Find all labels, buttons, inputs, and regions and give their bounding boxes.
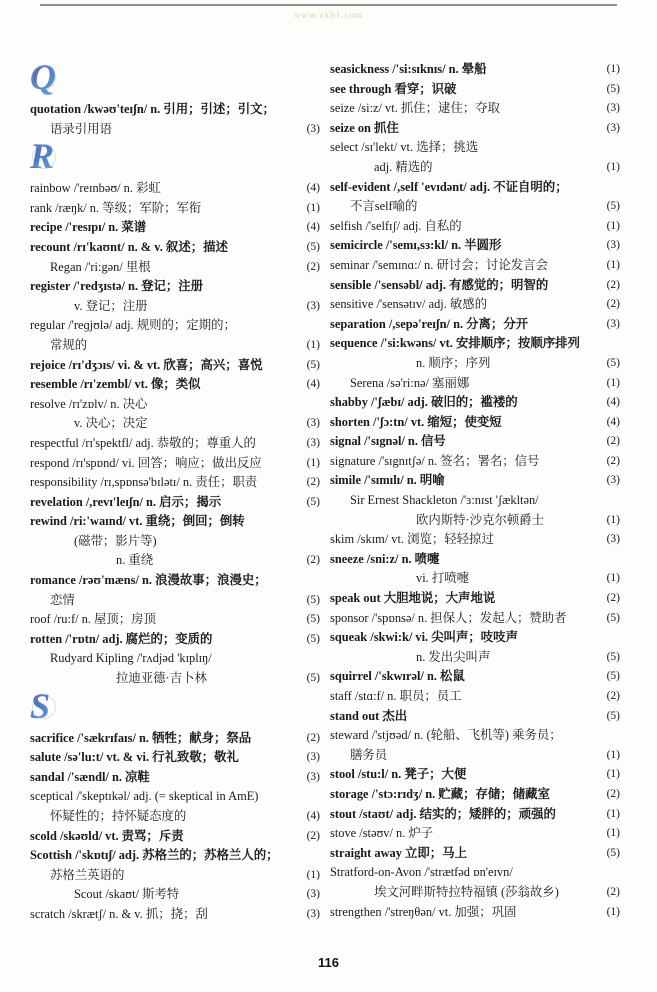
glossary-entry [30, 807, 320, 827]
glossary-entry [30, 258, 320, 278]
entry-unit-reference: (4) [306, 378, 320, 391]
entry-text: responsibility /rɪ,spɒnsə'bɪlətɪ/ n. 责任；职责 [30, 475, 258, 490]
entry-unit-reference: (3) [606, 121, 620, 134]
entry-text: see through 看穿；识破 [330, 81, 457, 96]
entry-unit-reference: (3) [606, 474, 620, 487]
entry-unit-reference: (1) [306, 338, 320, 351]
glossary-entry [330, 471, 620, 491]
entry-text: select /sɪ'lekt/ vt. 选择；挑选 [330, 140, 479, 155]
entry-text: seize on 抓住 [330, 120, 399, 135]
entry-text: respond /rɪ'spɒnd/ vi. 回答；响应；做出反应 [30, 455, 262, 470]
entry-text: Regan /'ri:gən/ 里根 [50, 259, 151, 274]
entry-text: 不言self喻的 [350, 199, 418, 214]
entry-unit-reference: (3) [306, 122, 320, 135]
glossary-entry [30, 768, 320, 788]
entry-text: rainbow /'reɪnbəʊ/ n. 彩虹 [30, 181, 161, 196]
glossary-entry [330, 99, 620, 119]
entry-text: seize /si:z/ vt. 抓住；逮住；夺取 [330, 101, 501, 116]
glossary-entry [330, 589, 620, 609]
glossary-entry [330, 158, 620, 178]
glossary-entry [330, 256, 620, 276]
glossary-entry [330, 80, 620, 100]
entry-text: semicircle /'semɪ,sɜ:kl/ n. 半圆形 [330, 238, 502, 253]
glossary-entry [330, 785, 620, 805]
entry-unit-reference: (5) [306, 240, 320, 253]
glossary-entry [330, 805, 620, 825]
glossary-entry [330, 295, 620, 315]
entry-text: simile /'sɪmɪlɪ/ n. 明喻 [330, 473, 445, 488]
entry-unit-reference: (2) [606, 278, 620, 291]
glossary-entry [30, 551, 320, 571]
letter-divider [30, 685, 320, 729]
entry-text: rotten /'rɒtn/ adj. 腐烂的；变质的 [30, 631, 213, 646]
entry-text: 埃文河畔斯特拉特福镇 (莎翁故乡) [374, 884, 559, 899]
entry-unit-reference: (1) [606, 160, 620, 173]
entry-unit-reference: (3) [306, 907, 320, 920]
entry-unit-reference: (2) [306, 260, 320, 273]
entry-text: revelation /,revɪ'leɪʃn/ n. 启示；揭示 [30, 494, 222, 509]
entry-text: v. 登记；注册 [74, 298, 148, 313]
glossary-entry [330, 628, 620, 648]
entry-text: stand out 杰出 [330, 708, 408, 723]
entry-text: 欧内斯特·沙克尔顿爵士 [416, 512, 545, 527]
glossary-entry [30, 395, 320, 415]
glossary-entry [30, 827, 320, 847]
glossary-entry [30, 218, 320, 238]
glossary-entry [330, 60, 620, 80]
glossary-entry [330, 883, 620, 903]
glossary-entry [30, 120, 320, 140]
entry-unit-reference: (1) [606, 376, 620, 389]
glossary-entry [30, 630, 320, 650]
glossary-entry [30, 297, 320, 317]
entry-unit-reference: (1) [606, 258, 620, 271]
entry-unit-reference: (5) [306, 672, 320, 685]
entry-text: stove /stəʊv/ n. 炉子 [330, 826, 434, 841]
glossary-entry [330, 609, 620, 629]
entry-text: straight away 立即；马上 [330, 845, 467, 860]
entry-text: rewind /ri:'waɪnd/ vt. 重绕；倒回；倒转 [30, 514, 245, 529]
entry-unit-reference: (3) [306, 436, 320, 449]
glossary-entry [330, 667, 620, 687]
glossary-entry [30, 610, 320, 630]
entry-text: n. 发出尖叫声 [416, 649, 491, 664]
entry-unit-reference: (4) [606, 415, 620, 428]
entry-unit-reference: (3) [306, 751, 320, 764]
glossary-entry [30, 885, 320, 905]
letter-glyph: Q [30, 57, 56, 97]
glossary-entry [30, 277, 320, 297]
letter-divider [30, 57, 320, 100]
entry-text: respectful /rɪ'spektfl/ adj. 恭敬的；尊重人的 [30, 435, 256, 450]
letter-divider [30, 136, 320, 179]
glossary-entry [30, 414, 320, 434]
glossary-entry [30, 199, 320, 219]
glossary-entry [30, 375, 320, 395]
glossary-entry [30, 846, 320, 866]
entry-text: 膳务员 [350, 747, 388, 762]
entry-text: selfish /'selfɪʃ/ adj. 自私的 [330, 218, 462, 233]
glossary-entry [330, 197, 620, 217]
entry-text: 语录引用语 [50, 121, 112, 136]
entry-text: Serena /sə'ri:nə/ 塞丽娜 [350, 375, 470, 390]
glossary-entry [330, 354, 620, 374]
glossary-entry [330, 413, 620, 433]
entry-text: self-evident /,self 'evɪdənt/ adj. 不证自明的； [330, 179, 568, 194]
entry-text: n. 顺序；序列 [416, 355, 491, 370]
entry-unit-reference: (3) [606, 239, 620, 252]
glossary-entry [330, 334, 620, 354]
entry-unit-reference: (2) [606, 435, 620, 448]
entry-unit-reference: (1) [606, 63, 620, 75]
entry-text: storage /'stɔ:rɪdʒ/ n. 贮藏；存储；储藏室 [330, 786, 550, 801]
entry-unit-reference: (3) [306, 888, 320, 901]
entry-unit-reference: (1) [306, 868, 320, 881]
glossary-entry [330, 138, 620, 158]
entry-text: shorten /'ʃɔ:tn/ vt. 缩短；使变短 [330, 414, 502, 429]
entry-text: roof /ru:f/ n. 屋顶；房顶 [30, 612, 156, 627]
entry-text: speak out 大胆地说；大声地说 [330, 591, 496, 606]
glossary-entry [30, 649, 320, 669]
entry-text: scold /skəʊld/ vt. 责骂；斥责 [30, 828, 184, 843]
entry-unit-reference: (3) [306, 770, 320, 783]
entry-text: 常规的 [50, 337, 88, 352]
glossary-entry [30, 473, 320, 493]
entry-text: steward /'stjʊəd/ n. (轮船、飞机等) 乘务员； [330, 728, 562, 743]
entry-text: stout /staʊt/ adj. 结实的；矮胖的；顽强的 [330, 806, 556, 821]
glossary-entry [330, 432, 620, 452]
glossary-entry [330, 863, 620, 883]
glossary-entry [30, 748, 320, 768]
entry-text: sequence /'si:kwəns/ vt. 安排顺序；按顺序排列 [330, 336, 580, 351]
glossary-entry [330, 746, 620, 766]
entry-unit-reference: (1) [606, 807, 620, 820]
entry-text: 苏格兰英语的 [50, 867, 125, 882]
entry-unit-reference: (1) [606, 768, 620, 781]
entry-unit-reference: (3) [606, 102, 620, 115]
entry-text: Scottish /'skɒtɪʃ/ adj. 苏格兰的；苏格兰人的； [30, 848, 279, 863]
glossary-entry [330, 648, 620, 668]
glossary-entry [30, 238, 320, 258]
entry-unit-reference: (2) [306, 829, 320, 842]
glossary-entry [30, 905, 320, 925]
entry-text: resolve /rɪ'zɒlv/ n. 决心 [30, 396, 148, 411]
entry-text: resemble /rɪ'zembl/ vt. 像；类似 [30, 377, 201, 392]
entry-unit-reference: (3) [606, 317, 620, 330]
entry-text: signal /'sɪgnəl/ n. 信号 [330, 434, 446, 449]
page-number: 116 [318, 955, 339, 970]
entry-text: recipe /'resɪpɪ/ n. 菜谱 [30, 220, 147, 235]
entry-text: scratch /skrætʃ/ n. & v. 抓；挠；刮 [30, 906, 208, 921]
entry-text: 恋情 [50, 592, 75, 607]
entry-unit-reference: (1) [606, 827, 620, 840]
entry-unit-reference: (2) [606, 454, 620, 467]
entry-unit-reference: (4) [306, 182, 320, 195]
entry-unit-reference: (4) [306, 221, 320, 234]
glossary-entry [330, 236, 620, 256]
glossary-entry [330, 707, 620, 727]
glossary-entry [30, 787, 320, 807]
entry-unit-reference: (2) [606, 298, 620, 311]
entry-text: 怀疑性的；持怀疑态度的 [50, 809, 187, 823]
entry-unit-reference: (2) [306, 476, 320, 489]
left-column [30, 57, 320, 950]
glossary-entry [330, 491, 620, 511]
glossary-entry [30, 493, 320, 513]
entry-text: signature /'sɪgnɪtʃə/ n. 签名；署名；信号 [330, 453, 540, 468]
glossary-entry [30, 336, 320, 356]
entry-text: seasickness /'si:sɪknɪs/ n. 晕船 [330, 62, 487, 76]
entry-unit-reference: (5) [306, 593, 320, 606]
entry-unit-reference: (2) [606, 787, 620, 800]
entry-unit-reference: (5) [606, 82, 620, 95]
glossary-entry [30, 591, 320, 611]
entry-text: Sir Ernest Shackleton /'ɜ:nɪst 'ʃækltən/ [350, 493, 539, 508]
entry-text: sneeze /sni:z/ n. 喷嚏 [330, 551, 440, 566]
entry-text: stool /stu:l/ n. 凳子；大便 [330, 767, 467, 782]
glossary-entry [330, 726, 620, 746]
entry-text: sponsor /'spɒnsə/ n. 担保人；发起人；赞助者 [330, 610, 567, 625]
entry-unit-reference: (4) [306, 810, 320, 822]
entry-text: staff /stɑ:f/ n. 职员；员工 [330, 689, 462, 703]
glossary-entry [330, 687, 620, 707]
glossary-entry [30, 729, 320, 749]
entry-unit-reference: (5) [606, 611, 620, 624]
entry-text: rejoice /rɪ'dʒɔɪs/ vi. & vt. 欣喜；高兴；喜悦 [30, 357, 263, 372]
glossary-entry [330, 903, 620, 923]
entry-unit-reference: (1) [606, 905, 620, 918]
entry-text: Rudyard Kipling /'rʌdjəd 'kɪplɪŋ/ [50, 651, 212, 666]
entry-text: squeak /skwi:k/ vi. 尖叫声；吱吱声 [330, 630, 518, 645]
glossary-entry [330, 119, 620, 139]
entry-text: rank /ræŋk/ n. 等级；军阶；军衔 [30, 200, 202, 215]
glossary-entry [30, 866, 320, 886]
entry-unit-reference: (5) [606, 650, 620, 663]
entry-text: adj. 精选的 [374, 159, 433, 174]
glossary-entry [30, 356, 320, 376]
glossary-entry [330, 844, 620, 864]
entry-text: skim /skɪm/ vt. 浏览；轻轻掠过 [330, 532, 494, 547]
entry-text: squirrel /'skwɪrəl/ n. 松鼠 [330, 669, 465, 684]
glossary-entry [30, 434, 320, 454]
glossary-entry [330, 276, 620, 296]
right-column [330, 60, 620, 950]
glossary-entry [330, 393, 620, 413]
entry-unit-reference: (5) [306, 358, 320, 371]
entry-text: Scout /skaʊt/ 斯考特 [74, 887, 180, 902]
entry-text: salute /sə'lu:t/ vt. & vi. 行礼致敬；敬礼 [30, 750, 239, 765]
entry-unit-reference: (5) [306, 632, 320, 645]
entry-unit-reference: (5) [606, 670, 620, 683]
glossary-entry [330, 374, 620, 394]
entry-text: sensible /'sensəbl/ adj. 有感觉的；明智的 [330, 277, 549, 292]
glossary-entry [330, 824, 620, 844]
entry-unit-reference: (1) [606, 748, 620, 761]
glossary-entry [30, 571, 320, 591]
entry-unit-reference: (3) [306, 299, 320, 312]
entry-unit-reference: (5) [606, 200, 620, 213]
entry-unit-reference: (2) [606, 690, 620, 702]
entry-unit-reference: (1) [606, 219, 620, 232]
glossary-entry [30, 454, 320, 474]
entry-text: quotation /kwəʊ'teɪʃn/ n. 引用；引述；引文； [30, 102, 275, 116]
entry-text: shabby /'ʃæbɪ/ adj. 破旧的；褴褛的 [330, 395, 518, 410]
entry-text: regular /'reɡjʊlə/ adj. 规则的；定期的； [30, 318, 236, 333]
watermark-text: www.xkb1.com [294, 10, 363, 20]
glossary-entry [30, 669, 320, 689]
entry-unit-reference: (3) [306, 417, 320, 430]
glossary-entry [330, 511, 620, 531]
glossary-entry [30, 179, 320, 199]
entry-unit-reference: (5) [306, 613, 320, 626]
entry-unit-reference: (2) [606, 885, 620, 898]
entry-unit-reference: (4) [606, 396, 620, 409]
entry-text: vi. 打喷嚏 [416, 571, 470, 586]
glossary-entry [330, 530, 620, 550]
glossary-columns [0, 57, 657, 950]
entry-unit-reference: (5) [606, 709, 620, 722]
entry-text: Stratford-on-Avon /'strætfəd ɒn'eɪvn/ [330, 865, 513, 880]
entry-text: seminar /'semɪnɑ:/ n. 研讨会；讨论发言会 [330, 257, 548, 272]
glossary-entry [30, 100, 320, 120]
letter-glyph: S [30, 685, 51, 726]
glossary-entry [330, 452, 620, 472]
entry-text: 拉迪亚德·吉卜林 [116, 671, 207, 686]
entry-text: separation /,sepə'reɪʃn/ n. 分离；分开 [330, 316, 529, 331]
entry-unit-reference: (1) [306, 456, 320, 469]
glossary-entry [330, 765, 620, 785]
entry-unit-reference: (1) [606, 513, 620, 526]
glossary-entry [30, 532, 320, 552]
entry-text: v. 决心；决定 [74, 416, 148, 431]
entry-text: sceptical /'skeptɪkəl/ adj. (= skeptical in AmE) [30, 789, 259, 804]
entry-unit-reference: (5) [606, 356, 620, 369]
entry-text: (磁带；影片等) [74, 533, 157, 548]
glossary-entry [330, 569, 620, 589]
entry-text: romance /rəʊ'mæns/ n. 浪漫故事；浪漫史； [30, 573, 267, 588]
entry-unit-reference: (2) [306, 731, 320, 744]
entry-text: sandal /'sændl/ n. 凉鞋 [30, 769, 150, 784]
entry-unit-reference: (1) [306, 201, 320, 214]
glossary-entry [330, 315, 620, 335]
glossary-entry [330, 550, 620, 570]
entry-text: strengthen /'streŋθən/ vt. 加强；巩固 [330, 904, 517, 919]
glossary-entry [30, 316, 320, 336]
entry-unit-reference: (2) [606, 592, 620, 605]
entry-unit-reference: (5) [306, 495, 320, 508]
entry-text: sensitive /'sensətɪv/ adj. 敏感的 [330, 297, 488, 312]
entry-text: register /'redʒɪstə/ n. 登记；注册 [30, 279, 204, 294]
entry-unit-reference: (3) [606, 533, 620, 546]
letter-glyph: R [30, 136, 55, 177]
entry-unit-reference: (5) [606, 846, 620, 859]
glossary-entry [330, 217, 620, 237]
glossary-entry [30, 512, 320, 532]
entry-text: recount /rɪ'kaʊnt/ n. & v. 叙述；描述 [30, 239, 228, 254]
page-top-rule [40, 4, 617, 6]
entry-text: sacrifice /'sækrɪfaɪs/ n. 牺牲；献身；祭品 [30, 730, 252, 745]
entry-text: n. 重绕 [116, 553, 154, 568]
glossary-entry [330, 178, 620, 198]
entry-unit-reference: (2) [306, 554, 320, 567]
entry-unit-reference: (1) [606, 572, 620, 585]
